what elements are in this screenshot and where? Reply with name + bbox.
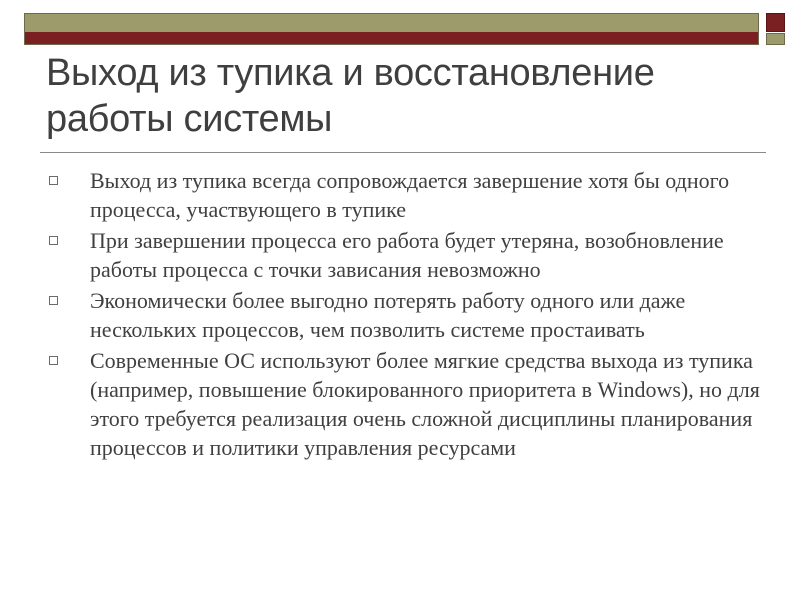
corner-decoration-maroon	[766, 13, 785, 32]
bullet-text: Современные ОС используют более мягкие средства выхода из тупика (например, повышение блокированного приоритета в Windows), но для этого требуется реализация очень сложной дисциплины планирования процессов и политики управления ресурсами	[90, 348, 760, 460]
corner-decoration-olive	[766, 33, 785, 45]
bullet-item	[0, 286, 800, 344]
bullet-item	[0, 226, 800, 284]
bullet-text: Экономически более выгодно потерять работу одного или даже нескольких процессов, чем позволить системе простаивать	[90, 288, 686, 342]
square-bullet-icon	[49, 356, 58, 365]
header-olive-band	[25, 14, 758, 32]
slide-title: Выход из тупика и восстановление работы системы	[46, 52, 655, 140]
bullet-item	[0, 346, 800, 462]
header-maroon-band	[25, 32, 758, 44]
square-bullet-icon	[49, 176, 58, 185]
bullet-text: Выход из тупика всегда сопровождается завершение хотя бы одного процесса, участвующего в тупике	[90, 168, 730, 222]
header-decoration-bar	[24, 13, 759, 45]
square-bullet-icon	[49, 236, 58, 245]
bullet-text: При завершении процесса его работа будет утеряна, возобновление работы процесса с точки зависания невозможно	[90, 228, 724, 282]
square-bullet-icon	[49, 296, 58, 305]
bullet-item	[0, 166, 800, 224]
title-divider	[40, 152, 766, 153]
bullet-list	[0, 166, 800, 462]
